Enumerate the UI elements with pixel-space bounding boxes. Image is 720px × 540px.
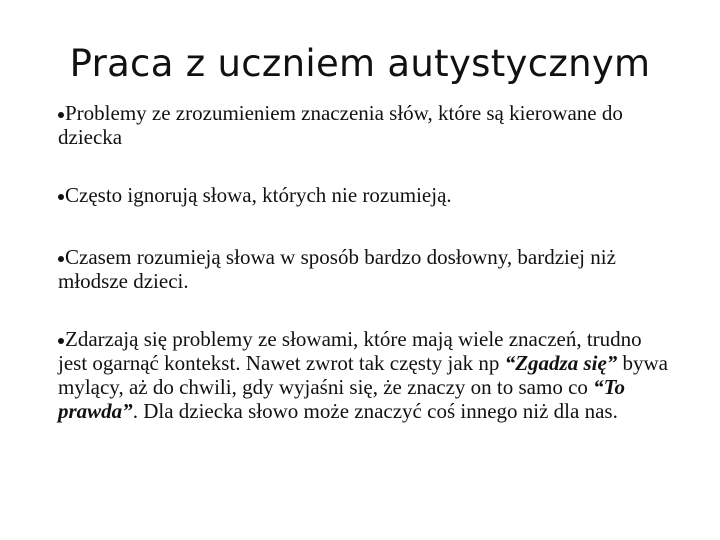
bullet-dot-icon xyxy=(58,112,64,118)
bullet-text: Problemy ze zrozumieniem znaczenia słów, które są kierowane do dziecka xyxy=(58,101,623,149)
slide-title: Praca z uczniem autystycznym xyxy=(69,42,651,85)
bullet-item-1 xyxy=(58,101,668,149)
bullet-list xyxy=(58,101,668,423)
bullet-emphasis: “Zgadza się” xyxy=(504,351,618,375)
bullet-text-part: . Dla dziecka słowo może znaczyć coś innego niż dla nas. xyxy=(132,399,618,423)
bullet-item-3 xyxy=(58,245,668,293)
bullet-text: Często ignorują słowa, których nie rozumieją. xyxy=(65,183,452,207)
bullet-item-4 xyxy=(58,327,668,423)
bullet-text-part: Zdarzają się problemy ze słowami, które mają wiele znaczeń, trudno jest ogarnąć kontekst. Nawet zwrot tak częsty jak np xyxy=(58,327,642,375)
bullet-item-2 xyxy=(58,183,668,207)
bullet-dot-icon xyxy=(58,338,64,344)
bullet-text: Czasem rozumieją słowa w sposób bardzo dosłowny, bardziej niż młodsze dzieci. xyxy=(58,245,616,293)
bullet-emphasis: “To prawda” xyxy=(58,375,626,423)
bullet-text-part: bywa mylący, aż do chwili, gdy wyjaśni się, że znaczy on to samo co xyxy=(58,351,669,399)
bullet-dot-icon xyxy=(58,256,64,262)
bullet-dot-icon xyxy=(58,194,64,200)
